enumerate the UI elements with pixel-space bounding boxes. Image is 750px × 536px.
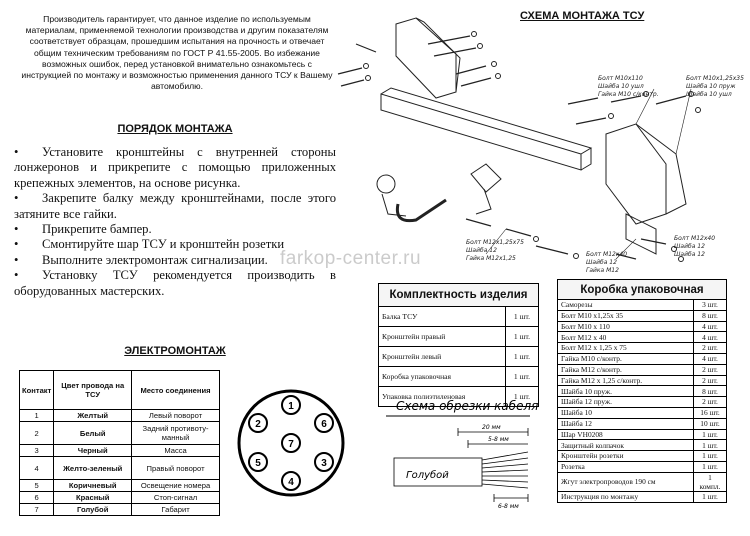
table-row bbox=[558, 386, 727, 397]
item-qty: 1 шт. bbox=[506, 387, 539, 407]
pin-label: 7 bbox=[288, 439, 294, 450]
table-row bbox=[558, 310, 727, 321]
item-qty: 3 шт. bbox=[694, 300, 727, 311]
table-row bbox=[558, 300, 727, 311]
pin-label: 6 bbox=[321, 419, 327, 430]
item-name: Кронштейн правый bbox=[379, 327, 506, 347]
item-qty: 2 шт. bbox=[694, 364, 727, 375]
header-contact: Контакт bbox=[20, 371, 54, 410]
box-contents-table bbox=[557, 279, 727, 503]
item-name: Балка ТСУ bbox=[379, 307, 506, 327]
callout-a-line-1: Болт М10х110 bbox=[598, 75, 643, 82]
bullet-icon: • bbox=[14, 237, 19, 252]
step-text: Выполните электромонтаж сигнализации. bbox=[42, 252, 268, 267]
pin-cell: 1 bbox=[20, 410, 54, 422]
table-row bbox=[558, 451, 727, 462]
item-name: Саморезы bbox=[558, 300, 694, 311]
item-qty: 8 шт. bbox=[694, 310, 727, 321]
step-text: Смонтируйте шар ТСУ и кронштейн розетки bbox=[42, 237, 285, 252]
pin-label: 1 bbox=[288, 401, 294, 412]
table-row bbox=[558, 321, 727, 332]
callout-c-line-3: Гайка М12х1,25 bbox=[466, 255, 516, 262]
table-row bbox=[558, 353, 727, 364]
item-qty: 4 шт. bbox=[694, 321, 727, 332]
item-name: Шар VH0208 bbox=[558, 429, 694, 440]
step-text: Прикрепите бампер. bbox=[42, 222, 152, 237]
steps-list bbox=[14, 145, 336, 299]
color-cell: Желто-зеленый bbox=[54, 457, 132, 480]
table-row bbox=[379, 367, 539, 387]
item-name: Коробка упаковочная bbox=[379, 367, 506, 387]
item-name: Кронштейн левый bbox=[379, 347, 506, 367]
bullet-icon: • bbox=[14, 145, 19, 159]
table-row bbox=[20, 445, 220, 457]
step-text: Закрепите балку между кронштейнами, после этого затяните все гайки. bbox=[14, 191, 336, 221]
step-item bbox=[14, 222, 336, 237]
item-name: Розетка bbox=[558, 461, 694, 472]
table-row bbox=[558, 472, 727, 491]
item-qty: 1 шт. bbox=[694, 492, 727, 503]
table-row bbox=[379, 347, 539, 367]
intro-paragraph: Производитель гарантирует, что данное изделие по используемым материалам, применяемой технологии производства и другим показателям соответствует образцам, прошедшим испытания на прочность и отвечает общим техническим требованиям по ГОСТ Р 41.55-2005. Во избежание возможных ошибок, перед установкой внимательно ознакомьтесь с инструкцией по монтажу и возможностью применения данного ТСУ к Вашему автомобилю. bbox=[21, 14, 333, 92]
cable-dim-2: 5-8 мм bbox=[488, 436, 509, 443]
color-cell: Голубой bbox=[54, 504, 132, 516]
item-name: Кронштейн розетки bbox=[558, 451, 694, 462]
item-name: Шайба 10 bbox=[558, 407, 694, 418]
table-row bbox=[558, 407, 727, 418]
header-place: Место соединения bbox=[132, 371, 220, 410]
completeness-title: Комплектность изделия bbox=[379, 284, 539, 307]
callout-a-line-3: Гайка М10 с/контр. bbox=[598, 91, 659, 98]
item-name: Жгут электропроводов 190 см bbox=[558, 472, 694, 491]
place-cell: Габарит bbox=[132, 504, 220, 516]
table-row bbox=[558, 332, 727, 343]
connector-7pin-diagram bbox=[236, 378, 346, 508]
step-item bbox=[14, 191, 336, 222]
table-row bbox=[20, 480, 220, 492]
item-qty: 10 шт. bbox=[694, 418, 727, 429]
place-cell: Освещение номера bbox=[132, 480, 220, 492]
table-row bbox=[558, 418, 727, 429]
item-qty: 1 шт. bbox=[694, 461, 727, 472]
place-cell: Левый поворот bbox=[132, 410, 220, 422]
header-color: Цвет провода на ТСУ bbox=[54, 371, 132, 410]
table-row bbox=[20, 422, 220, 445]
pin-cell: 7 bbox=[20, 504, 54, 516]
table-row bbox=[558, 461, 727, 472]
table-row bbox=[379, 307, 539, 327]
step-text: Установку ТСУ рекомендуется производить в оборудованных мастерских. bbox=[14, 268, 336, 298]
table-row bbox=[558, 364, 727, 375]
watermark: farkop-center.ru bbox=[280, 248, 422, 269]
pin-label: 3 bbox=[321, 458, 327, 469]
pin-label: 5 bbox=[255, 458, 261, 469]
table-row bbox=[558, 397, 727, 408]
item-name: Гайка М12 х 1,25 с/контр. bbox=[558, 375, 694, 386]
hitch-neck-shape bbox=[397, 200, 446, 221]
color-cell: Белый bbox=[54, 422, 132, 445]
callout-c-line-1: Болт М12х1,25х75 bbox=[466, 239, 524, 246]
callout-e-line-1: Болт М12х40 bbox=[674, 235, 716, 242]
bullet-icon: • bbox=[14, 222, 19, 237]
item-qty: 1 шт. bbox=[694, 451, 727, 462]
table-row bbox=[558, 375, 727, 386]
color-cell: Красный bbox=[54, 492, 132, 504]
callout-b-line-3: Шайба 10 ушл bbox=[686, 91, 732, 98]
item-qty: 4 шт. bbox=[694, 332, 727, 343]
place-cell: Стоп-сигнал bbox=[132, 492, 220, 504]
color-cell: Коричневый bbox=[54, 480, 132, 492]
item-qty: 1 шт. bbox=[506, 347, 539, 367]
color-cell: Желтый bbox=[54, 410, 132, 422]
box-title: Коробка упаковочная bbox=[558, 280, 727, 300]
item-name: Инструкция по монтажу bbox=[558, 492, 694, 503]
pin-cell: 6 bbox=[20, 492, 54, 504]
callout-d-line-2: Шайба 12 bbox=[586, 259, 617, 266]
pin-label: 2 bbox=[255, 419, 261, 430]
step-item bbox=[14, 145, 336, 191]
item-qty: 1 шт. bbox=[506, 367, 539, 387]
electric-title: ЭЛЕКТРОМОНТАЖ bbox=[124, 345, 226, 357]
item-qty: 4 шт. bbox=[694, 353, 727, 364]
callout-d-line-3: Гайка М12 bbox=[586, 267, 619, 274]
pin-cell: 3 bbox=[20, 445, 54, 457]
cable-title: Схема обрезки кабеля bbox=[396, 399, 539, 413]
hitch-ball-shape bbox=[377, 175, 395, 193]
cable-cut-diagram bbox=[378, 388, 550, 518]
item-qty: 1 шт. bbox=[694, 440, 727, 451]
step-text: Установите кронштейны с внутренней стороны лонжеронов и прикрепите с помощью приложенных крепежных элементов, на основе рисунка. bbox=[14, 145, 336, 190]
item-qty: 1 шт. bbox=[506, 327, 539, 347]
item-name: Защитный колпачок bbox=[558, 440, 694, 451]
pin-cell: 2 bbox=[20, 422, 54, 445]
callout-c-line-2: Шайба 12 bbox=[466, 247, 497, 254]
table-row bbox=[20, 457, 220, 480]
bullet-icon: • bbox=[14, 252, 19, 267]
callout-d-line-1: Болт М12х40 bbox=[586, 251, 628, 258]
item-name: Болт М12 х 40 bbox=[558, 332, 694, 343]
item-qty: 8 шт. bbox=[694, 386, 727, 397]
item-name: Гайка М12 с/контр. bbox=[558, 364, 694, 375]
step-item bbox=[14, 268, 336, 299]
item-qty: 1 компл. bbox=[694, 472, 727, 491]
item-name: Шайба 12 bbox=[558, 418, 694, 429]
item-qty: 1 шт. bbox=[506, 307, 539, 327]
beam-shape bbox=[381, 94, 581, 170]
item-name: Болт М12 х 1,25 х 75 bbox=[558, 343, 694, 354]
callout-b-line-2: Шайба 10 пруж bbox=[686, 83, 736, 90]
place-cell: Правый поворот bbox=[132, 457, 220, 480]
item-qty: 2 шт. bbox=[694, 397, 727, 408]
mounting-drawing bbox=[336, 14, 748, 276]
item-qty: 16 шт. bbox=[694, 407, 727, 418]
callout-a-line-2: Шайба 10 ушл bbox=[598, 83, 644, 90]
callout-e-line-2: Шайба 12 bbox=[674, 243, 705, 250]
item-name: Шайба 12 пруж. bbox=[558, 397, 694, 408]
bullet-icon: • bbox=[14, 268, 19, 283]
item-name: Болт М10 х 110 bbox=[558, 321, 694, 332]
item-name: Гайка М10 с/контр. bbox=[558, 353, 694, 364]
table-row bbox=[20, 504, 220, 516]
scheme-title: СХЕМА МОНТАЖА ТСУ bbox=[520, 10, 645, 22]
color-cell: Черный bbox=[54, 445, 132, 457]
order-title: ПОРЯДОК МОНТАЖА bbox=[117, 123, 233, 135]
item-qty: 1 шт. bbox=[694, 429, 727, 440]
item-qty: 2 шт. bbox=[694, 375, 727, 386]
item-qty: 2 шт. bbox=[694, 343, 727, 354]
place-cell: Задний противоту-манный bbox=[132, 422, 220, 445]
table-row bbox=[558, 440, 727, 451]
item-name: Болт М10 х1,25х 35 bbox=[558, 310, 694, 321]
table-row bbox=[558, 343, 727, 354]
table-row bbox=[558, 492, 727, 503]
wiring-table bbox=[19, 370, 220, 516]
left-bracket-shape bbox=[396, 18, 456, 98]
pin-cell: 4 bbox=[20, 457, 54, 480]
right-bracket-shape bbox=[606, 124, 666, 224]
item-name: Шайба 10 пруж. bbox=[558, 386, 694, 397]
cable-dim-3: 6-8 мм bbox=[498, 503, 519, 510]
callout-e-line-3: Шайба 12 bbox=[674, 251, 705, 258]
pin-cell: 5 bbox=[20, 480, 54, 492]
place-cell: Масса bbox=[132, 445, 220, 457]
table-row bbox=[20, 410, 220, 422]
item-name: Упаковка полиэтиленовая bbox=[379, 387, 506, 407]
cable-dim-1: 20 мм bbox=[482, 424, 501, 431]
table-row bbox=[20, 492, 220, 504]
cable-color-label: Голубой bbox=[406, 470, 449, 481]
bullet-icon: • bbox=[14, 191, 19, 206]
table-row bbox=[558, 429, 727, 440]
callout-b-line-1: Болт М10х1,25х35 bbox=[686, 75, 744, 82]
pin-label: 4 bbox=[288, 477, 294, 488]
table-row bbox=[379, 327, 539, 347]
